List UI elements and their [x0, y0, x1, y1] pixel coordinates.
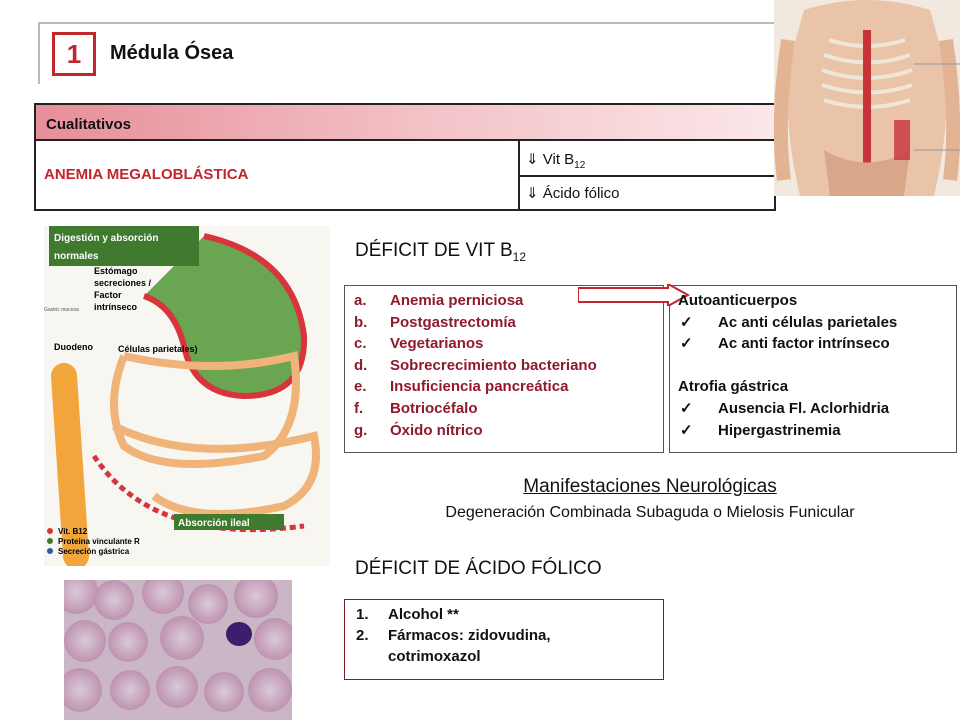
- list-item: d. Sobrecrecimiento bacteriano: [354, 356, 597, 374]
- header-rule: [38, 22, 774, 24]
- table-divider-h: [518, 175, 776, 177]
- svg-text:Factor: Factor: [94, 290, 122, 300]
- svg-text:Duodeno: Duodeno: [54, 342, 93, 352]
- svg-text:Estómago: Estómago: [94, 266, 138, 276]
- down-arrow-icon: ⇓: [526, 151, 539, 168]
- list-item: ✓ Hipergastrinemia: [678, 420, 897, 442]
- atrofia-title: Atrofia gástrica: [678, 378, 789, 396]
- list-item: b. Postgastrectomía: [354, 313, 516, 331]
- folic-causes-list: [356, 604, 628, 667]
- list-item: 2. Fármacos: zidovudina, cotrimoxazol: [356, 627, 551, 665]
- svg-text:Vit. B12: Vit. B12: [58, 527, 88, 536]
- neuro-title: Manifestaciones Neurológicas: [523, 476, 777, 497]
- svg-text:normales: normales: [54, 251, 99, 262]
- digestion-diagram: [44, 226, 330, 566]
- slide-title: Médula Ósea: [110, 42, 234, 64]
- check-icon: ✓: [680, 421, 693, 439]
- blood-smear-image: [64, 580, 292, 720]
- list-item: c. Vegetarianos: [354, 335, 484, 353]
- list-item: g. Óxido nítrico: [354, 421, 483, 439]
- neuro-subtitle: Degeneración Combinada Subaguda o Mielosis Funicular: [445, 504, 855, 521]
- down-arrow-icon: ⇓: [526, 185, 539, 202]
- folic-deficit-heading: DÉFICIT DE ÁCIDO FÓLICO: [355, 558, 602, 579]
- list-item: ✓ Ausencia Fl. Aclorhidria: [678, 398, 897, 420]
- b12-causes-list: [354, 290, 597, 441]
- check-icon: ✓: [680, 335, 693, 353]
- double-arrow-right-icon: [578, 284, 690, 306]
- svg-text:Células parietales): Células parietales): [118, 344, 198, 354]
- skeleton-torso-image: [774, 0, 960, 196]
- check-icon: ✓: [680, 399, 693, 417]
- condition-name: ANEMIA MEGALOBLÁSTICA: [44, 166, 249, 183]
- table-cell-folic: ⇓ Ácido fólico: [526, 185, 620, 202]
- diagram-title: Digestión y absorción: [54, 233, 159, 244]
- header-side-rule: [38, 22, 40, 84]
- list-item: ✓ Ac anti células parietales: [678, 312, 897, 334]
- svg-text:Secreción gástrica: Secreción gástrica: [58, 547, 130, 556]
- slide-number: 1: [52, 32, 96, 76]
- autoantibodies-list: [678, 290, 897, 441]
- svg-text:Absorción ileal: Absorción ileal: [178, 518, 250, 529]
- list-item: a. Anemia perniciosa: [354, 292, 524, 309]
- list-item: e. Insuficiencia pancreática: [354, 378, 569, 396]
- table-header: Cualitativos: [34, 103, 776, 141]
- list-item: ✓ Ac anti factor intrínseco: [678, 333, 897, 355]
- svg-text:secreciones /: secreciones /: [94, 278, 152, 288]
- table-cell-vitb12: ⇓ Vit $B_{12}$: [526, 151, 586, 171]
- list-item: f. Botriocéfalo: [354, 399, 478, 417]
- b12-deficit-heading: DÉFICIT DE VIT $B_{12}$: [355, 240, 527, 264]
- svg-text:Gastric mucosa: Gastric mucosa: [44, 307, 79, 313]
- autoantibodies-title: Autoanticuerpos: [678, 292, 798, 309]
- check-icon: ✓: [680, 313, 693, 331]
- svg-text:Proteina vinculante R: Proteina vinculante R: [58, 537, 140, 546]
- list-item: 1. Alcohol **: [356, 606, 459, 623]
- svg-text:intrínseco: intrínseco: [94, 302, 138, 312]
